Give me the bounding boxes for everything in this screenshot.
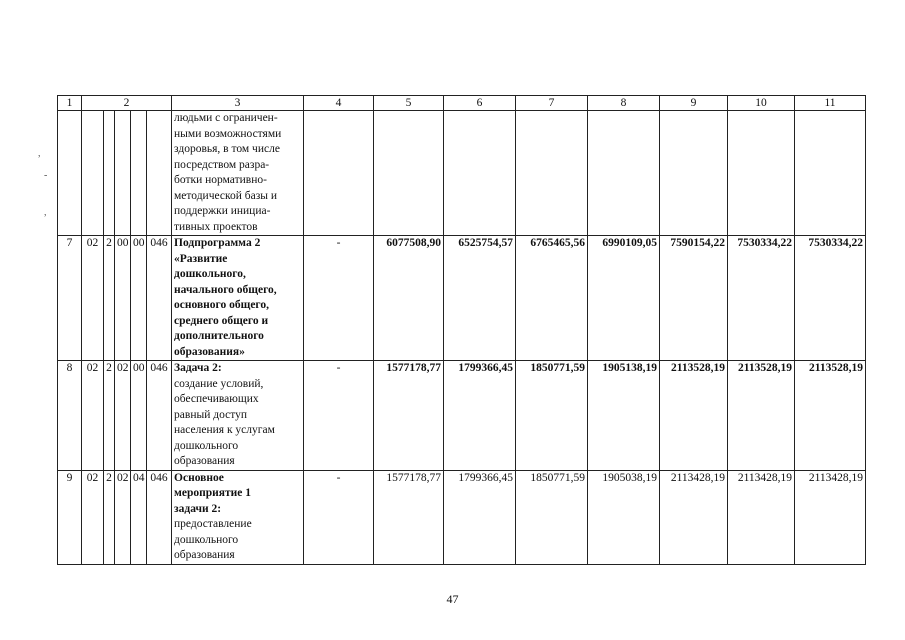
value-cell (660, 111, 728, 236)
table-row (58, 111, 866, 236)
code-cell (147, 111, 172, 236)
code-cell: 2 (104, 470, 115, 564)
value-cell: 6077508,90 (374, 236, 444, 361)
description-cell (172, 111, 304, 236)
code-cell: 00 (131, 361, 147, 471)
description-text: людьми с ограничен- ными возможностями здоровья, в том числе посредством разра- ботки нормативно- методической базы и поддержки инициа- тивных проектов (174, 112, 282, 233)
value-cell: 1577178,77 (374, 470, 444, 564)
code-cell: 02 (82, 470, 104, 564)
header-cell: 6 (444, 96, 516, 111)
value-cell: 6990109,05 (588, 236, 660, 361)
code-cell (115, 111, 131, 236)
row-number-cell: 9 (58, 470, 82, 564)
header-cell: 10 (728, 96, 795, 111)
table-row (58, 236, 866, 361)
row-number-cell: 8 (58, 361, 82, 471)
page-number: 47 (446, 592, 459, 606)
source-cell: - (304, 470, 374, 564)
value-cell: 1905038,19 (588, 470, 660, 564)
header-cell: 1 (58, 96, 82, 111)
value-cell (588, 111, 660, 236)
value-cell: 1850771,59 (516, 470, 588, 564)
description-text: предоставление дошкольного образования (174, 518, 252, 561)
header-cell: 11 (795, 96, 866, 111)
code-cell: 2 (104, 236, 115, 361)
header-cell: 8 (588, 96, 660, 111)
value-cell: 2113428,19 (728, 470, 795, 564)
row-number-cell: 7 (58, 236, 82, 361)
value-cell: 2113528,19 (660, 361, 728, 471)
header-cell: 5 (374, 96, 444, 111)
value-cell: 7530334,22 (795, 236, 866, 361)
value-cell (516, 111, 588, 236)
value-cell: 1577178,77 (374, 361, 444, 471)
value-cell: 2113528,19 (728, 361, 795, 471)
description-bold-text: Основное мероприятие 1 задачи 2: (174, 471, 251, 515)
scan-mark: , (38, 148, 41, 159)
source-cell: - (304, 236, 374, 361)
value-cell: 1799366,45 (444, 470, 516, 564)
header-cell: 2 (82, 96, 172, 111)
code-cell: 04 (131, 470, 147, 564)
source-cell (304, 111, 374, 236)
code-cell: 046 (147, 361, 172, 471)
source-cell: - (304, 361, 374, 471)
code-cell: 00 (131, 236, 147, 361)
scan-mark: , (44, 207, 47, 218)
code-cell (131, 111, 147, 236)
value-cell: 7530334,22 (728, 236, 795, 361)
value-cell (374, 111, 444, 236)
value-cell: 6765465,56 (516, 236, 588, 361)
code-cell (82, 111, 104, 236)
value-cell (795, 111, 866, 236)
code-cell: 02 (115, 361, 131, 471)
description-bold-text: Задача 2: (174, 362, 222, 374)
header-cell: 4 (304, 96, 374, 111)
header-cell: 3 (172, 96, 304, 111)
description-text: Подпрограмма 2 «Развитие дошкольного, начального общего, основного общего, среднего общего и дополнительного образования» (174, 237, 277, 358)
code-cell: 046 (147, 470, 172, 564)
value-cell: 7590154,22 (660, 236, 728, 361)
header-cell: 9 (660, 96, 728, 111)
code-cell (104, 111, 115, 236)
table-row (58, 470, 866, 564)
description-cell (172, 236, 304, 361)
code-cell: 046 (147, 236, 172, 361)
budget-table (57, 95, 866, 565)
scan-mark: - (44, 170, 48, 181)
value-cell: 1905138,19 (588, 361, 660, 471)
table-row (58, 361, 866, 471)
code-cell: 02 (115, 470, 131, 564)
row-number-cell (58, 111, 82, 236)
value-cell: 2113428,19 (795, 470, 866, 564)
code-cell: 00 (115, 236, 131, 361)
code-cell: 02 (82, 236, 104, 361)
description-text: создание условий, обеспечивающих равный доступ населения к услугам дошкольного образования (174, 377, 275, 467)
value-cell: 6525754,57 (444, 236, 516, 361)
code-cell: 02 (82, 361, 104, 471)
value-cell: 2113428,19 (660, 470, 728, 564)
value-cell (444, 111, 516, 236)
value-cell (728, 111, 795, 236)
code-cell: 2 (104, 361, 115, 471)
value-cell: 1850771,59 (516, 361, 588, 471)
description-cell (172, 361, 304, 471)
value-cell: 2113528,19 (795, 361, 866, 471)
header-row (58, 96, 866, 111)
description-cell (172, 470, 304, 564)
header-cell: 7 (516, 96, 588, 111)
value-cell: 1799366,45 (444, 361, 516, 471)
